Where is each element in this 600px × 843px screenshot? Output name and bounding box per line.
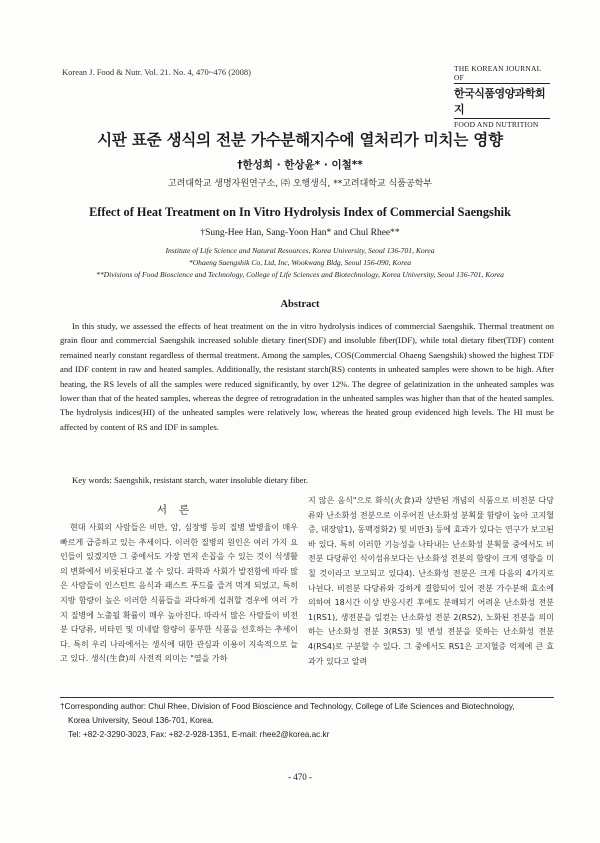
introduction-left-column xyxy=(60,521,298,667)
keywords: Key words: Saengshik, resistant starch, water insoluble dietary fiber. xyxy=(72,475,309,485)
abstract-heading: Abstract xyxy=(280,299,320,310)
journal-rule xyxy=(454,83,550,84)
footnote-divider xyxy=(60,697,554,698)
footnote-line: †Corresponding author: Chul Rhee, Division of Food Bioscience and Technology, College of Life Sciences and Biotechnology, xyxy=(60,702,515,711)
title-korean: 시판 표준 생식의 전분 가수분해지수에 열처리가 미치는 영향 xyxy=(97,131,503,149)
journal-logo xyxy=(454,64,550,129)
journal-name-ko: 한국식품영양과학회지 xyxy=(454,87,546,116)
affiliations-korean: 고려대학교 생명자원연구소, ㈜ 오행생식, **고려대학교 식품공학부 xyxy=(167,179,433,189)
footnote-line: Tel: +82-2-3290-3023, Fax: +82-2-928-1351, E-mail: rhee2@korea.ac.kr xyxy=(68,730,330,739)
affiliation-english: Institute of Life Science and Natural Resources, Korea University, Seoul 136-701, Korea xyxy=(165,246,435,255)
affiliation-english: *Ohaeng Saengshik Co, Ltd, Inc, Wookwang Bldg, Seoul 156-090, Korea xyxy=(188,258,412,267)
journal-name-en-top: THE KOREAN JOURNAL OF xyxy=(454,64,542,82)
introduction-right-column xyxy=(308,494,554,669)
introduction-paragraph: 현대 사회의 사람들은 비만, 암, 심장병 등의 질병 발병율이 매우 빠르게 급증하고 있는 추세이다. 이러한 질병의 원인은 여러 가지 요인들이 있겠지만 그 중에서도 가장 먼저 손꼽을 수 있는 것이 식생활의 변화에서 비롯된다고 볼 수 있다. 과학과 사회가 발전함에 따라 많은 사람들이 인스턴트 음식과 패스트 푸드를 즐겨 먹게 되었고, 특히 지방 함량이 높은 이러한 식품들을 과다하게 섭취할 경우에 여러 가지 질병에 노출될 확률이 매우 높아진다. 따라서 많은 사람들이 비전분 다당류, 비타민 및 미네랄 함량이 풍부한 식품을 선호하는 추세이다. 특히 우리 나라에서는 생식에 대한 관심과 이용이 지속적으로 늘고 있다. 생식(生食)의 사전적 의미는 "열을 가하 xyxy=(60,523,298,664)
footnote-line: Korea University, Seoul 136-701, Korea. xyxy=(68,716,214,725)
section-heading-introduction: 서론 xyxy=(156,504,202,516)
citation-line: Korean J. Food & Nutr. Vol. 21. No. 4, 470~476 (2008) xyxy=(62,67,251,77)
affiliation-english: **Divisions of Food Bioscience and Technology, College of Life Sciences and Biotechnology, Korea University, Seoul 136-701, Korea xyxy=(96,270,504,279)
corresponding-author-footnote xyxy=(60,700,554,742)
abstract-text: In this study, we assessed the effects of heat treatment on the in vitro hydrolysis indices of commercial Saengshik. Thermal treatment on grain flour and commercial Saengshik increased soluble dietary finer(SDF) and insoluble fiber(IDF), while total dietary fiber(TDF) content remained nearly constant regardless of thermal treatment. Among the samples, COS(Commercial Ohaeng Saengshik) showed the highest TDF and IDF content in raw and heated samples. Additionally, the resistant starch(RS) contents in unheated samples were shown to be high. After heating, the RS levels of all the samples were reduced significantly, by over 12%. The degree of gelatinization in the unheated samples was lower than that of the heated samples, whereas the degree of retrogradation in the unheated samples was higher than that of the heated samples. The hydrolysis indices(HI) of the unheated samples were relatively low, whereas the heated group evidenced high levels. The HI must be affected by content of RS and IDF in samples. xyxy=(60,321,554,432)
journal-rule xyxy=(454,118,550,119)
journal-name-en-bottom: FOOD AND NUTRITION xyxy=(454,120,539,129)
page-number: - 470 - xyxy=(288,772,312,782)
title-english: Effect of Heat Treatment on In Vitro Hydrolysis Index of Commercial Saengshik xyxy=(89,205,511,219)
introduction-paragraph: 지 않은 음식"으로 화식(火食)과 상반된 개념의 식품으로 비전분 다당류와 난소화성 전분으로 이루어진 난소화성 분획물 함량이 높아 고지혈증, 대장암1), 동맥경화2) 및 비만3) 등에 효과가 있다는 연구가 보고된 바 있다. 특히 이러한 기능성을 나타내는 난소화성 분획물 중에서도 비전분 다당류인 식이섬유보다는 난소화성 전분의 함량이 크게 영향을 미칠 것이라고 보고되고 있다4). 난소화성 전분은 크게 다음의 4가지로 나뉜다. 비전분 다당류와 강하게 결합되어 있어 전분 가수분해 효소에 의하여 18시간 이상 반응시킨 후에도 분해되기 어려운 난소화성 전분 1(RS1), 생전분을 일컫는 난소화성 전분 2(RS2), 노화된 전분을 의미하는 난소화성 전분 3(RS3) 및 변성 전분을 뜻하는 난소화성 전분 4(RS4)로 구분할 수 있다. 그 중에서도 RS1은 고지혈증 억제에 큰 효과가 있다고 알려 xyxy=(308,496,554,666)
authors-korean: †한성희 · 한상윤* · 이철** xyxy=(237,159,363,171)
authors-english: †Sung-Hee Han, Sang-Yoon Han* and Chul Rhee** xyxy=(200,228,400,238)
